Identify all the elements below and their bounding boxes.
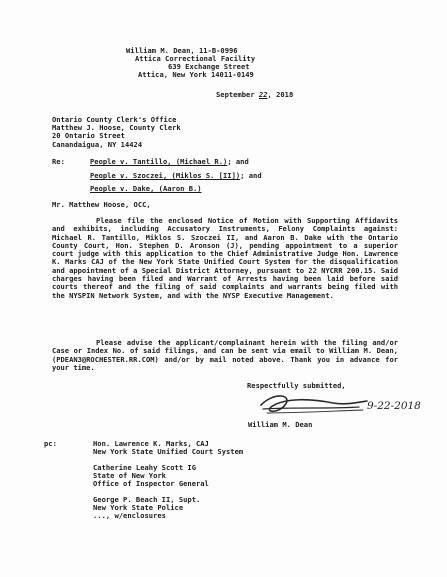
recipient-person: Matthew J. Hoose, County Clerk	[52, 123, 181, 132]
body-paragraph-2: Please advise the applicant/complainant herein with the filing and/or Case or Index No. of said filings, and can be sent via email to William M. Dean, (PDEAN3@ROCHESTER.RR.COM) and/or by mail noted above. Thank you in advance for your time.	[52, 338, 398, 372]
sender-street: 639 Exchange Street	[168, 62, 250, 71]
recipient-office: Ontario County Clerk's Office	[52, 115, 177, 124]
cc-line: Hon. Lawrence K. Marks, CAJ	[93, 439, 209, 448]
cc-line: Catherine Leahy Scott IG	[93, 463, 196, 472]
re-label: Re:	[52, 157, 65, 166]
date-day-handwritten: 22	[258, 90, 268, 99]
re-case-3	[90, 185, 202, 193]
cc-line: New York State Police	[93, 503, 184, 512]
handwritten-signature	[255, 387, 425, 421]
sender-name-id: William M. Dean, 11-B-0996	[126, 46, 238, 55]
re-case-1	[90, 158, 249, 166]
case-name: People v. Dake, (Aaron B.)	[90, 184, 202, 193]
closing: Respectfully submitted,	[247, 381, 346, 390]
case-tail: ; and	[240, 171, 262, 180]
sender-city: Attica, New York 14011-0149	[138, 70, 254, 79]
cc-line: New York State Unified Court System	[93, 447, 244, 456]
recipient-street: 20 Ontario Street	[52, 131, 125, 140]
letter-date	[216, 91, 293, 99]
recipient-city: Canandaigua, NY 14424	[52, 140, 143, 149]
body-paragraph-1: Please file the enclosed Notice of Motion with Supporting Affidavits and exhibits, including Accusatory Instruments, Felony Complaints against: Michael R. Tantillo, Miklos S. Szoczei II, and Aaron B. Dake with the Ontario County Court, Hon. Stephen D. Aronson (J), pending appointment to a superior court judge with this application to the Chief Administrative Judge Hon. Lawrence K. Marks CAJ of the New York State Unified Court System for the disqualification and appointment of a Special District Attorney, pursuant to 22 NYCRR 200.15. Said charges having been filed and Warrant of Arrests having been laid before said courts thereof and the filing of said complaints and warrants being filed with the NYSPIN Network System, and with the NYSP Executive Management.	[52, 216, 398, 300]
sender-facility: Attica Correctional Facility	[135, 54, 256, 63]
signer-name: William M. Dean	[248, 420, 313, 429]
date-prefix: September	[216, 90, 259, 99]
case-tail: ; and	[227, 157, 249, 166]
case-name: People v. Szoczei, (Miklos S. [II])	[90, 171, 241, 180]
re-case-2	[90, 172, 262, 180]
cc-label: pc:	[44, 439, 57, 448]
cc-line: ..., w/enclosures	[93, 511, 166, 520]
cc-line: State of New York	[93, 471, 166, 480]
signature-date: 9-22-2018	[367, 400, 421, 412]
date-suffix: , 2018	[267, 90, 294, 99]
cc-line: George P. Beach II, Supt.	[93, 495, 201, 504]
case-name: People v. Tantillo, (Michael R.)	[90, 157, 228, 166]
salutation: Mr. Matthew Hoose, OCC,	[52, 200, 151, 209]
cc-line: Office of Inspector General	[93, 479, 209, 488]
